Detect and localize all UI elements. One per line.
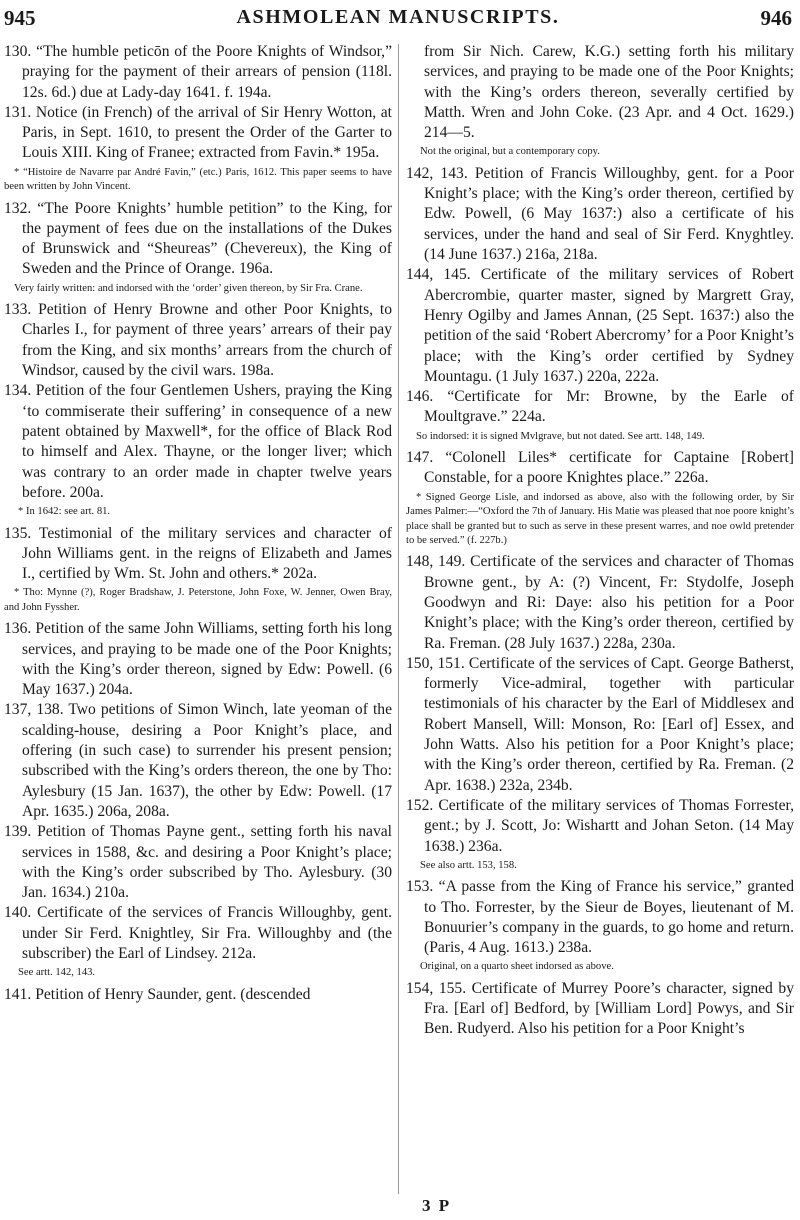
catalogue-entry: 142, 143. Petition of Francis Willoughby, gent. for a Poor Knight’s place; with the King’s order thereon, certified by Edw. Powell, (6 May 1637:) also a certificate of his services, under the hand and seal of Sir Ferd. Knyghtley. (14 June 1637.) 216a, 218a. (406, 164, 794, 264)
column-divider (398, 44, 399, 1194)
catalogue-entry: 137, 138. Two petitions of Simon Winch, late yeoman of the scalding-house, desiring a Poor Knight’s place, and offering (in such case) to surrender his present pension; subscribed with the King’s orders thereon, the one by Tho: Aylesbury (15 Jan. 1637), the other by Edw: Powell. (17 Apr. 1635.) 206a, 208a. (4, 701, 392, 820)
entry-note: Original, on a quarto sheet indorsed as above. (420, 961, 614, 973)
catalogue-entry: 148, 149. Certificate of the services and character of Thomas Browne gent., by A: (?) Vincent, Fr: Stydolfe, Joseph Goodwyn and Ri: Daye: also his petition for a Poor Knight’s place; with the King’s order thereon, certified by Ra. Freman. (28 July 1637.) 228a, 230a. (406, 553, 794, 652)
catalogue-entry: 150, 151. Certificate of the services of Capt. George Batherst, formerly Vice-admiral, together with particular testimonials of his character by the Earl of Middlesex and Robert Mansell, Will: Monson, Ro: [Earl of] Essex, and John Watts. Also his petition for a Poor Knight’s place; with the King’s order thereon, certified by Ra. Freman. (2 Apr. 1638.) 232a, 234b. (406, 654, 794, 794)
entry-note: Not the original, but a contemporary copy. (420, 146, 600, 158)
catalogue-entry: 139. Petition of Thomas Payne gent., setting forth his naval services in 1588, &c. and desiring a Poor Knight’s place; with the King’s order subscribed by Tho. Aylesbury. (30 Jan. 1634.) 210a. (4, 823, 392, 902)
catalogue-entry: 134. Petition of the four Gentlemen Ushers, praying the King ‘to commiserate their suffering’ in consequence of a new patent obtained by Maxwell*, for the office of Black Rod to himself and Alex. Thayne, or the longer liver; which was contrary to an order made in chapter twelve years before. 200a. (4, 382, 392, 501)
entry-note: See also artt. 153, 158. (420, 859, 517, 871)
entry-note: * “Histoire de Navarre par André Favin,” (etc.) Paris, 1612. This paper seems to have been written by John Vincent. (4, 166, 392, 193)
entry-note: See artt. 142, 143. (18, 967, 96, 979)
running-title: ASHMOLEAN MANUSCRIPTS. (236, 6, 560, 28)
catalogue-entry: 135. Testimonial of the military services and character of John Williams gent. in the reigns of Elizabeth and James I., certified by Wm. St. John and others.* 202a. (4, 524, 392, 583)
catalogue-entry: 131. Notice (in French) of the arrival of Sir Henry Wotton, at Paris, in Sept. 1610, to present the Order of the Garter to Louis XIII. King of Franee; extracted from Favin.* 195a. (4, 103, 392, 162)
entry-note: * In 1642: see art. 81. (18, 506, 111, 518)
catalogue-entry: 132. “The Poore Knights’ humble petition” to the King, for the payment of fees due on the installations of the Dukes of Brunswick and “Sheureas” (Chevereux), the King of Sweden and the Prince of Orange. 196a. (4, 199, 392, 278)
catalogue-entry: 147. “Colonell Liles* certificate for Captaine [Robert] Constable, for a poore Knightes place.” 226a. (406, 449, 794, 487)
catalogue-entry: 152. Certificate of the military services of Thomas Forrester, gent.; by J. Scott, Jo: Wishartt and Johan Seton. (14 May 1638.) 236a. (406, 796, 794, 855)
entry-note: * Tho: Mynne (?), Roger Bradshaw, J. Peterstone, John Foxe, W. Jenner, Owen Bray, and John Fyssher. (4, 587, 392, 613)
entry-note: * Signed George Lisle, and indorsed as above, also with the following order, by Sir James Palmer:—“Oxford the 7th of January. His Matie was pleased that noe poore knight’s place shall be granted but to such as serve in these present warres, and noe owld pretender to be served.” (f. 227b.) (406, 491, 794, 546)
left-page-number: 945 (4, 6, 36, 30)
catalogue-entry: 130. “The humble peticōn of the Poore Knights of Windsor,” praying for the payment of their arrears of pension (118l. 12s. 6d.) due at Lady-day 1641. f. 194a. (4, 43, 392, 101)
catalogue-entry: 140. Certificate of the services of Francis Willoughby, gent. under Sir Ferd. Knightley, Sir Fra. Willoughby and (the subscriber) the Earl of Lindsey. 212a. (4, 904, 392, 963)
right-page-number: 946 (760, 6, 792, 30)
catalogue-entry: 141. Petition of Henry Saunder, gent. (descended (4, 985, 311, 1003)
right-column (406, 42, 794, 1040)
catalogue-entry: 154, 155. Certificate of Murrey Poore’s character, signed by Fra. [Earl of] Bedford, by [William Lord] Powys, and Sir Ben. Rudyerd. Also his petition for a Poor Knight’s (406, 979, 794, 1038)
catalogue-entry: 136. Petition of the same John Williams, setting forth his long services, and praying to be made one of the Poor Knights; with the King’s order thereon, signed by Edw: Powell. (6 May 1637.) 204a. (4, 620, 392, 699)
catalogue-entry-continued: from Sir Nich. Carew, K.G.) setting forth his military services, and praying to be made one of the Poor Knights; with the King’s orders thereon, severally certified by Matth. Wren and John Coke. (23 Apr. and 4 Oct. 1629.) 214—5. (424, 43, 794, 142)
left-column (4, 42, 392, 1005)
entry-note: Very fairly written: and indorsed with the ‘order’ given thereon, by Sir Fra. Crane. (14, 282, 363, 294)
catalogue-entry: 146. “Certificate for Mr: Browne, by the Earle of Moultgrave.” 224a. (406, 388, 794, 426)
page-header (4, 6, 792, 36)
catalogue-entry: 144, 145. Certificate of the military services of Robert Abercrombie, quarter master, signed by Margrett Gray, Henry Ogilby and James Annan, (25 Sept. 1637:) also the petition of the said ‘Robert Abercromy’ for a Poor Knight’s place; with the King’s order certified by Sydney Mountagu. (1 July 1637.) 220a, 222a. (406, 266, 794, 385)
catalogue-entry: 153. “A passe from the King of France his service,” granted to Tho. Forrester, by the Sieur de Boyes, lieutenant of M. Bonuurier’s company in the guards, to go home and return. (Paris, 4 Aug. 1613.) 238a. (406, 878, 794, 957)
entry-note: So indorsed: it is signed Mvlgrave, but not dated. See artt. 148, 149. (416, 430, 705, 442)
catalogue-entry: 133. Petition of Henry Browne and other Poor Knights, to Charles I., for payment of three years’ arrears of their pay from the King, and six months’ arrears from the church of Windsor, caused by the civil wars. 198a. (4, 301, 392, 380)
signature-mark: 3 P (422, 1196, 452, 1215)
